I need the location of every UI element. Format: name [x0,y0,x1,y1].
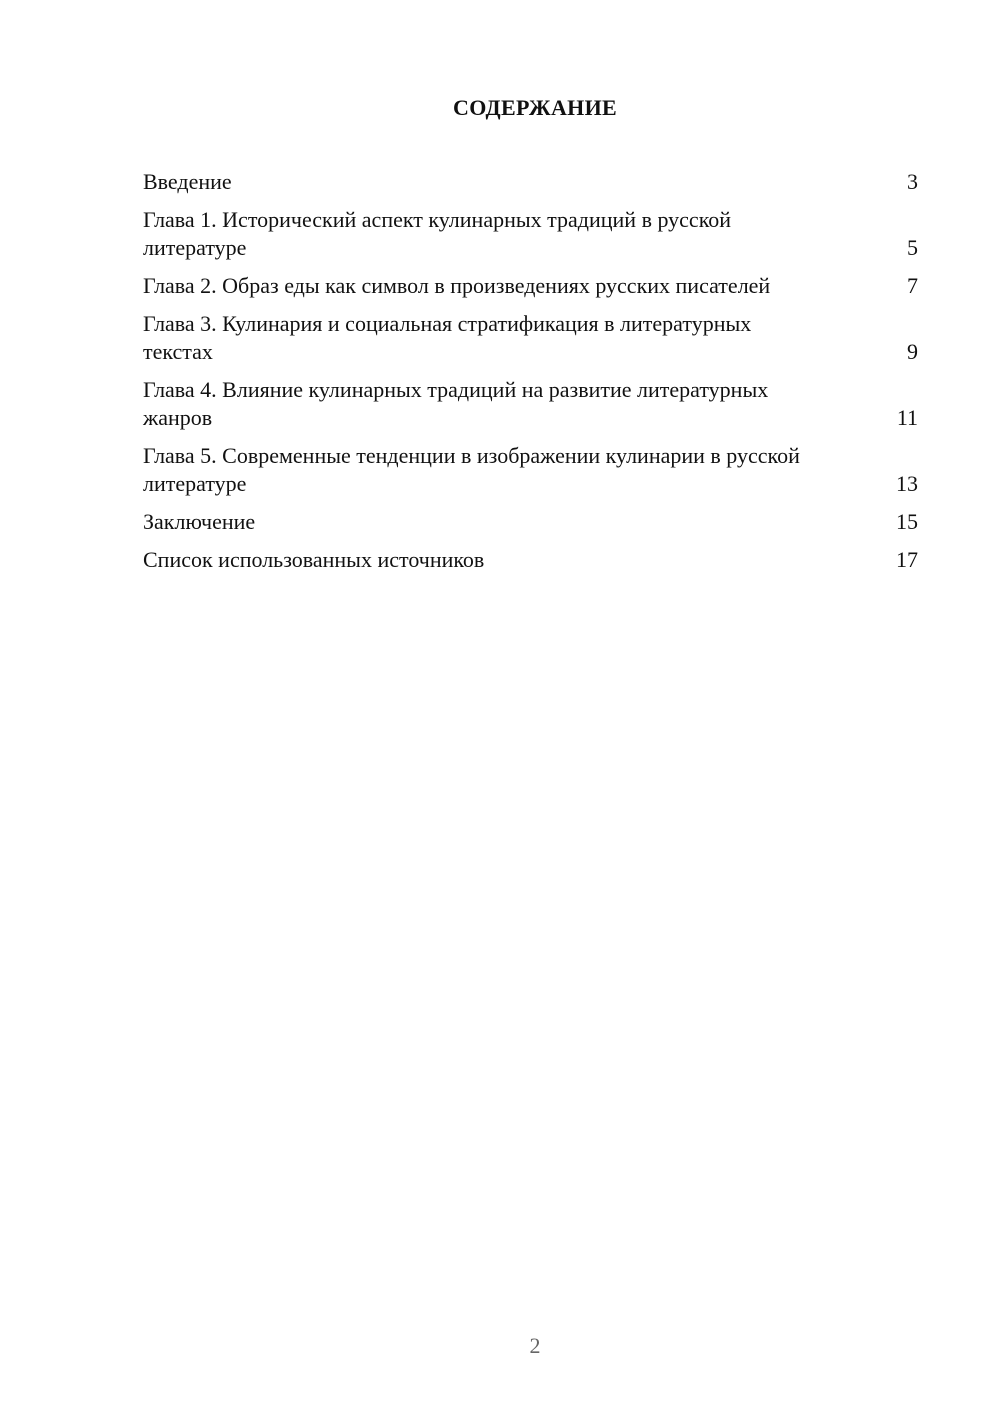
toc-entry-chapter-3 [143,310,918,366]
table-of-contents [143,168,918,584]
toc-entry-page: 9 [907,339,918,364]
toc-entry-title: Глава 1. Исторический аспект кулинарных традиций в русской литературе [143,207,732,260]
toc-entry-title: Глава 4. Влияние кулинарных традиций на развитие литературных жанров [143,377,769,430]
toc-entry-page: 5 [907,235,918,260]
toc-entry-page: 15 [896,509,918,534]
toc-entry-chapter-4 [143,376,918,432]
page-number: 2 [529,1333,541,1358]
toc-entry-chapter-1 [143,206,918,262]
toc-entry-title: Введение [143,169,232,194]
toc-entry-title: Глава 2. Образ еды как символ в произведениях русских писателей [143,273,771,298]
toc-entry-title: Глава 5. Современные тенденции в изображении кулинарии в русской литературе [143,443,800,496]
toc-entry-references [143,546,918,574]
toc-entry-page: 17 [896,547,918,572]
toc-entry-title: Заключение [143,509,256,534]
toc-entry-conclusion [143,508,918,536]
toc-entry-page: 3 [907,169,918,194]
toc-entry-chapter-5 [143,442,918,498]
toc-entry-page: 13 [896,471,918,496]
toc-entry-introduction [143,168,918,196]
toc-entry-title: Список использованных источников [143,547,485,572]
page-title: СОДЕРЖАНИЕ [453,95,617,120]
toc-entry-title: Глава 3. Кулинария и социальная стратификация в литературных текстах [143,311,752,364]
toc-entry-chapter-2 [143,272,918,300]
toc-entry-page: 7 [907,273,918,298]
toc-entry-page: 11 [896,405,918,430]
